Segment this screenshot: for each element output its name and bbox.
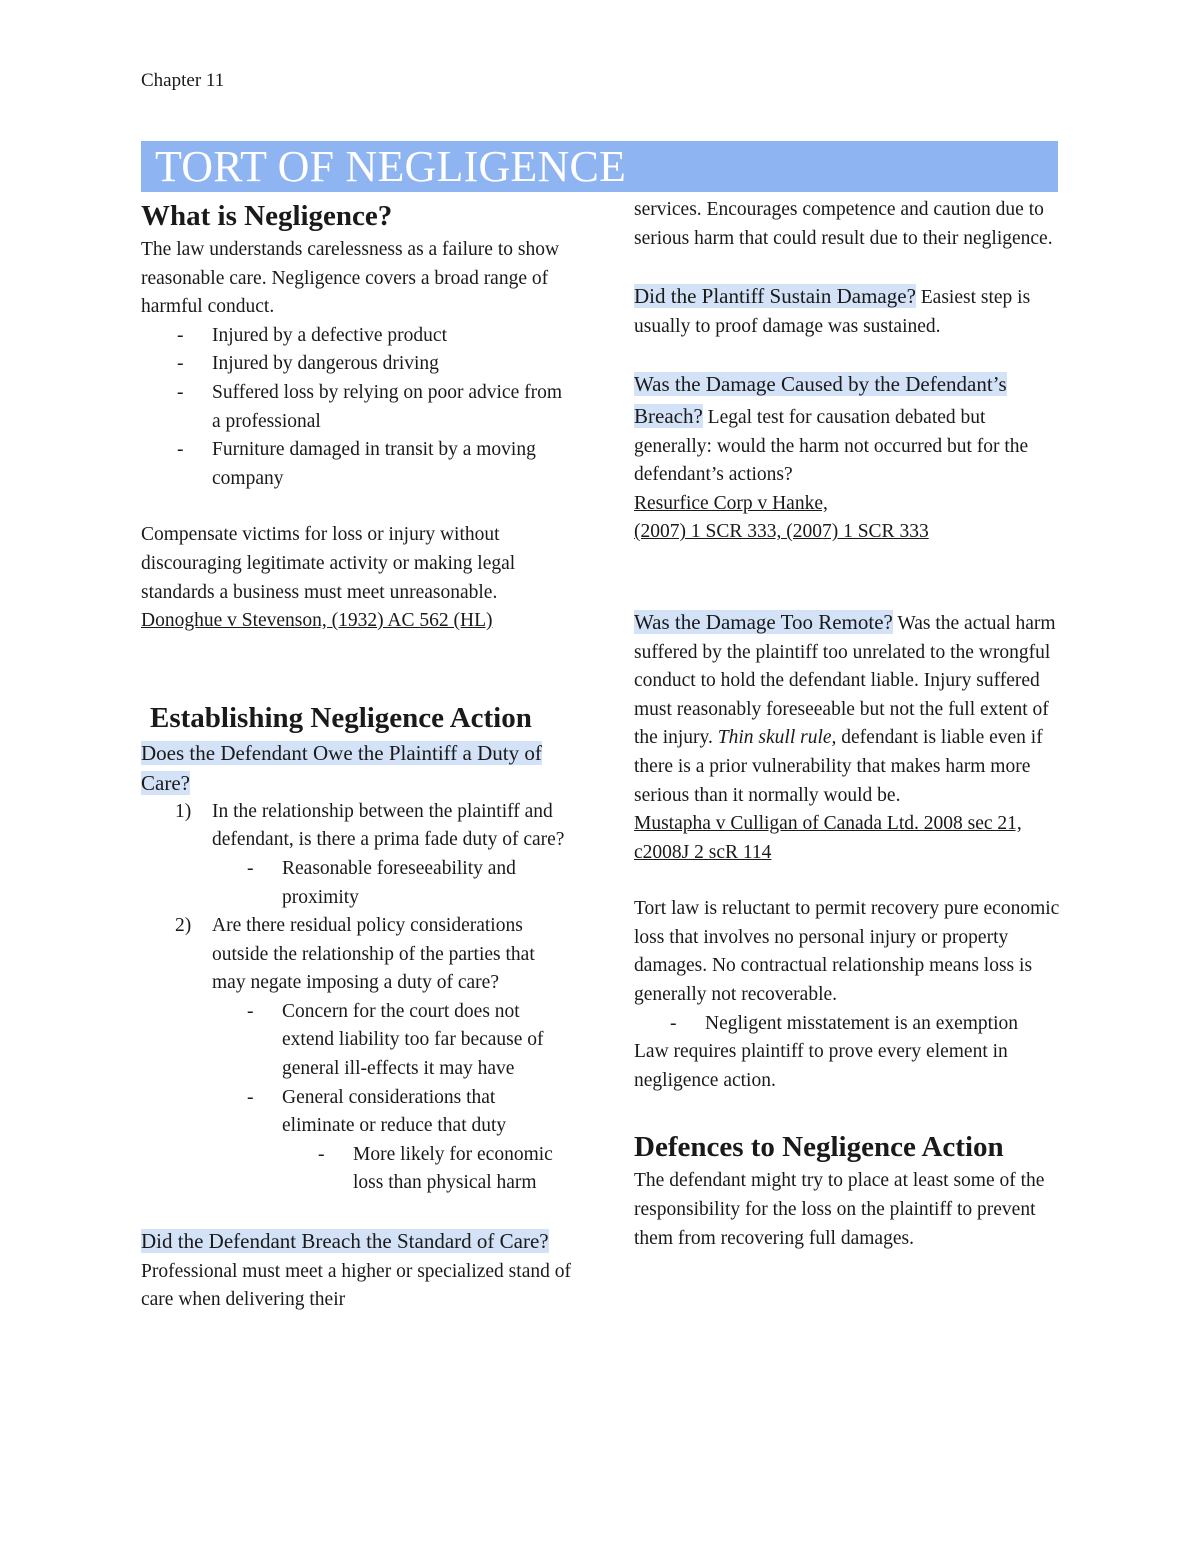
purpose-paragraph: Compensate victims for loss or injury without discouraging legitimate activity or making legal standards a business must meet unreasonable.	[141, 524, 516, 603]
law-requires-paragraph: Law requires plaintiff to prove every element in negligence action.	[634, 1041, 1008, 1091]
duty-steps-list	[141, 798, 571, 1198]
page-header: Chapter 11	[141, 70, 225, 91]
case-citation-mustapha: Mustapha v Culligan of Canada Ltd. 2008 sec 21, c2008J 2 scR 114	[634, 813, 1022, 863]
thin-skull-rule: Thin skull rule,	[717, 727, 837, 749]
list-item: - Reasonable foreseeability and proximity	[247, 857, 516, 908]
left-column	[141, 196, 571, 1315]
list-item: - Injured by dangerous driving	[177, 353, 439, 375]
economic-loss-paragraph: Tort law is reluctant to permit recovery pure economic loss that involves no personal injury or property damages. No contractual relationship means loss is generally not recoverable.	[634, 898, 1060, 1006]
breach-question: Did the Defendant Breach the Standard of Care?	[141, 1229, 549, 1254]
list-item: - General considerations that eliminate or reduce that duty	[247, 1086, 507, 1137]
title-banner	[141, 141, 1058, 192]
damage-question: Did the Plantiff Sustain Damage?	[634, 284, 916, 309]
exemption-list	[634, 1010, 1064, 1039]
right-column	[634, 196, 1064, 1253]
defences-heading: Defences to Negligence Action	[634, 1131, 1004, 1164]
defences-paragraph: The defendant might try to place at least some of the responsibility for the loss on the plaintiff to prevent them from recovering full damages.	[634, 1170, 1045, 1249]
intro-paragraph: The law understands carelessness as a failure to show reasonable care. Negligence covers a broad range of harmful conduct.	[141, 239, 560, 318]
list-item: - Concern for the court does not extend liability too far because of general ill-effects it may have	[247, 1000, 544, 1080]
list-item: - Negligent misstatement is an exemption	[670, 1012, 1019, 1034]
establishing-heading: Establishing Negligence Action	[150, 701, 532, 734]
remoteness-question: Was the Damage Too Remote?	[634, 609, 893, 634]
causation-text: Legal test for causation debated but generally: would the harm not occurred but for the defendant’s actions?	[634, 406, 1029, 486]
case-citation-resurfice-cite: (2007) 1 SCR 333, (2007) 1 SCR 333	[634, 521, 929, 543]
case-citation-donoghue: Donoghue v Stevenson, (1932) AC 562 (HL)	[141, 610, 493, 632]
breach-continued: services. Encourages competence and caution due to serious harm that could result due to their negligence.	[634, 199, 1053, 249]
damage-text: Easiest step is usually to proof damage was sustained.	[634, 287, 1031, 337]
list-item: - Furniture damaged in transit by a moving company	[177, 439, 536, 489]
list-item: - Suffered loss by relying on poor advice from a professional	[177, 381, 563, 432]
page-title: TORT OF NEGLIGENCE	[155, 142, 627, 191]
thin-skull-text: defendant is liable even if there is a prior vulnerability that makes harm more serious than it normally would be.	[634, 727, 1043, 806]
examples-list	[141, 322, 571, 494]
remoteness-text: Was the actual harm suffered by the plaintiff too unrelated to the wrongful conduct to hold the defendant liable. Injury suffered must reasonably foreseeable but not the full extent of the injury.	[634, 612, 1056, 749]
list-item: - More likely for economic loss than physical harm	[318, 1143, 553, 1194]
list-item: 2) Are there residual policy considerations outside the relationship of the parties that may negate imposing a duty of care?	[175, 915, 535, 994]
causation-question: Was the Damage Caused by the Defendant’s Breach?	[634, 372, 1007, 428]
what-heading: What is Negligence?	[141, 200, 393, 232]
case-citation-resurfice: Resurfice Corp v Hanke,	[634, 492, 828, 514]
list-item: 1) In the relationship between the plaintiff and defendant, is there a prima fade duty of care?	[175, 800, 565, 851]
breach-text: Professional must meet a higher or specialized stand of care when delivering their	[141, 1260, 571, 1311]
list-item: - Injured by a defective product	[177, 324, 447, 346]
duty-question: Does the Defendant Owe the Plaintiff a Duty of Care?	[141, 740, 542, 795]
